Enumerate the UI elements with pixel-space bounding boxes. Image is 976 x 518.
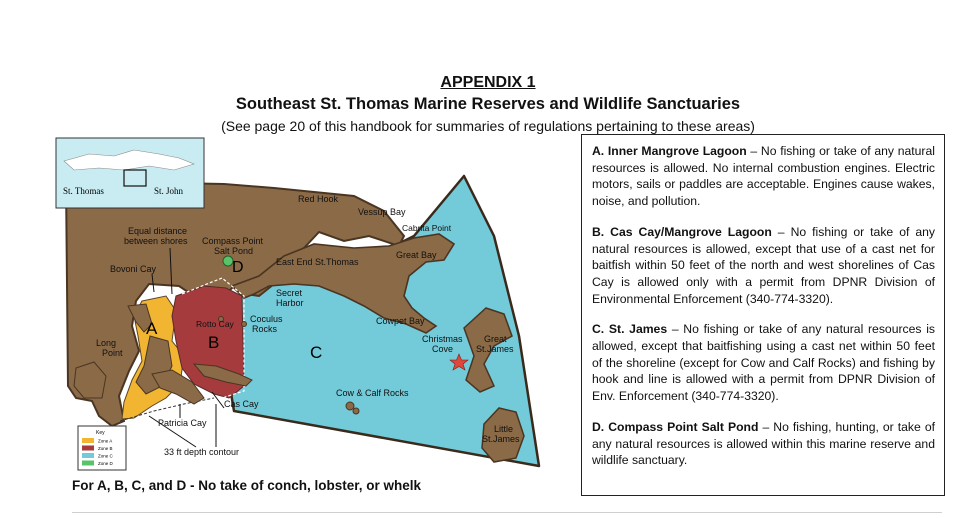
regulation-zone-d	[592, 419, 935, 469]
label-long-point-2: Point	[102, 348, 123, 358]
label-long-point-1: Long	[96, 338, 117, 348]
key-swatch-4	[82, 461, 94, 466]
key-swatch-3	[82, 453, 94, 458]
map-key	[78, 426, 126, 470]
label-cow-calf: Cow & Calf Rocks	[336, 388, 409, 398]
label-coculus-2: Rocks	[252, 324, 278, 334]
key-label-2: Zone B	[98, 446, 113, 451]
marine-reserve-map	[54, 136, 554, 476]
regulations-box	[581, 134, 945, 496]
key-title: Key	[96, 430, 105, 436]
zone-d-letter: D	[232, 259, 244, 276]
label-east-end: East End St.Thomas	[276, 257, 359, 267]
key-label-4: Zone D	[98, 461, 113, 466]
regulation-zone-d-heading: D. Compass Point Salt Pond	[592, 419, 759, 434]
key-label-3: Zone C	[98, 453, 113, 459]
label-secret-harbor-2: Harbor	[276, 298, 304, 308]
zone-c-letter: C	[310, 343, 323, 362]
label-red-hook: Red Hook	[298, 194, 339, 204]
label-little-st-james-2: St.James	[482, 434, 520, 444]
cut-off-text-line	[72, 512, 942, 513]
label-vessup-bay: Vessup Bay	[358, 207, 406, 217]
label-great-st-james-1: Great	[484, 334, 507, 344]
label-cas-cay: Cas Cay	[224, 399, 259, 409]
label-christmas-cove-2: Cove	[432, 344, 454, 354]
key-label-1: Zone A	[98, 438, 113, 444]
coculus-rocks-marker	[242, 322, 247, 327]
label-depth-contour: 33 ft depth contour	[164, 447, 240, 457]
regulation-zone-c-text: – No fishing or take of any natural resources is allowed, except that baitfishing using a cast net within 50 feet of the shoreline (except for Cow and Calf Rocks) and fishing by hook and line is allowed with a permit from DPNR Division of Env. Enforcement (340-774-3320).	[592, 322, 936, 404]
label-equal-distance-1: Equal distance	[128, 226, 188, 236]
regulation-zone-a-heading: A. Inner Mangrove Lagoon	[592, 144, 747, 158]
cow-rock	[346, 402, 354, 410]
label-rotto-cay: Rotto Cay	[196, 319, 234, 329]
regulation-zone-a-text: – No fishing or take of any natural resources is allowed. No internal combustion engines. Electric motors, sails or paddles are acceptable. Engines cause wakes, noise, and pollution.	[592, 144, 935, 209]
regulation-zone-b-heading: B. Cas Cay/Mangrove Lagoon	[592, 224, 772, 239]
label-coculus-1: Coculus	[250, 314, 283, 324]
label-cabrita-point: Cabrita Point	[402, 223, 452, 233]
label-christmas-cove-1: Christmas	[422, 334, 463, 344]
calf-rock	[353, 408, 359, 414]
inset-map	[56, 138, 204, 208]
page-subtitle: (See page 20 of this handbook for summaries of regulations pertaining to these areas)	[221, 118, 755, 134]
regulation-zone-c	[592, 321, 935, 405]
label-secret-harbor-1: Secret	[276, 288, 303, 298]
appendix-heading: APPENDIX 1	[440, 74, 536, 91]
zone-a-letter: A	[146, 319, 158, 338]
regulation-zone-c-heading: C. St. James	[592, 322, 668, 337]
label-compass-point-2: Salt Pond	[214, 246, 254, 256]
zone-b-letter: B	[208, 333, 220, 352]
page-title: Southeast St. Thomas Marine Reserves and Wildlife Sanctuaries	[235, 95, 741, 113]
regulation-zone-d-text: – No fishing, hunting, or take of any natural resources is allowed within this marine reserve and wildlife sanctuary.	[592, 419, 935, 468]
inset-label-st-thomas: St. Thomas	[63, 186, 104, 196]
regulation-zone-a	[592, 143, 935, 210]
regulation-zone-b	[592, 224, 935, 308]
label-great-bay: Great Bay	[396, 250, 437, 260]
label-great-st-james-2: St.James	[476, 344, 514, 354]
label-bovoni-cay: Bovoni Cay	[110, 264, 157, 274]
label-cowpet-bay: Cowpet Bay	[376, 316, 425, 326]
label-equal-distance-2: between shores	[124, 236, 188, 246]
map-svg	[54, 136, 554, 476]
key-swatch-1	[82, 438, 94, 443]
label-compass-point-1: Compass Point	[202, 236, 264, 246]
regulation-zone-b-text: – No fishing or take of any natural resources is allowed, except that use of a cast net for baitfish within 50 feet of the north and west shorelines of Cas Cay is allowed only with a permit from DPNR Division of Environmental Enforcement (340-774-3320).	[592, 224, 935, 306]
inset-label-st-john: St. John	[154, 186, 184, 196]
map-footnote: For A, B, C, and D - No take of conch, lobster, or whelk	[72, 478, 422, 493]
key-swatch-2	[82, 446, 94, 451]
label-little-st-james-1: Little	[494, 424, 514, 434]
label-patricia-cay: Patricia Cay	[158, 418, 207, 428]
